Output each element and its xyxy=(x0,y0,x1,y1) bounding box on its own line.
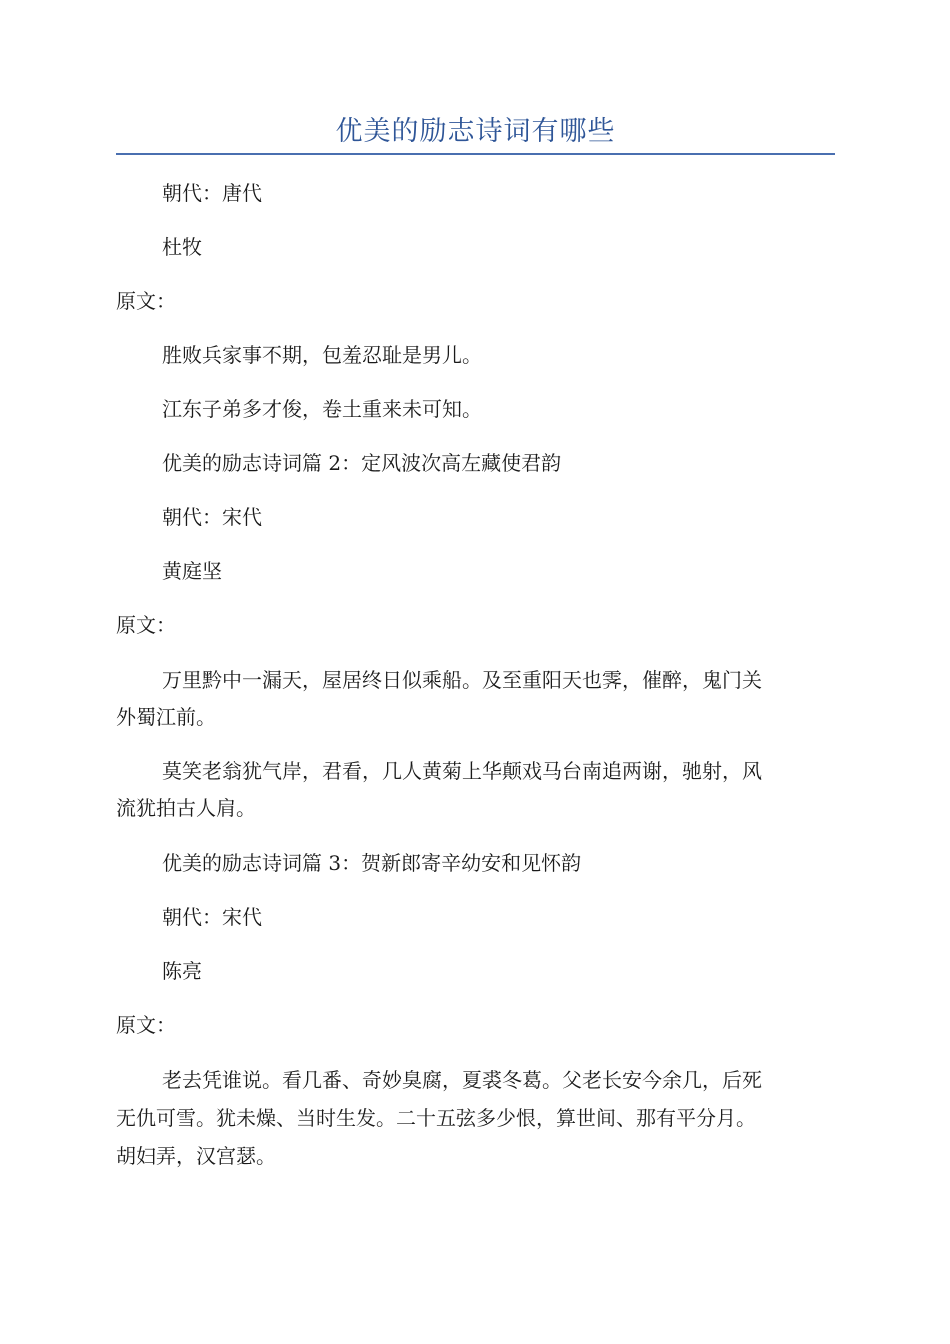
poem-line: 胜败兵家事不期，包羞忍耻是男儿。 xyxy=(162,343,482,367)
dynasty-line: 朝代：唐代 xyxy=(162,181,262,205)
poem-line: 万里黔中一漏天，屋居终日似乘船。及至重阳天也霁，催醉，鬼门关 xyxy=(162,668,762,692)
title-underline xyxy=(116,153,835,155)
poem-line: 老去凭谁说。看几番、奇妙臭腐，夏裘冬葛。父老长安今余几，后死 xyxy=(162,1068,762,1092)
author-line: 杜牧 xyxy=(162,235,202,259)
poem-line: 莫笑老翁犹气岸，君看，几人黄菊上华颠戏马台南追两谢，驰射，风 xyxy=(162,759,762,783)
poem-line-continuation: 无仇可雪。犹未燥、当时生发。二十五弦多少恨，算世间、那有平分月。 xyxy=(116,1106,756,1130)
original-text-label: 原文： xyxy=(116,289,176,313)
poem-line-continuation: 流犹拍古人肩。 xyxy=(116,796,256,820)
dynasty-line: 朝代：宋代 xyxy=(162,905,262,929)
dynasty-line: 朝代：宋代 xyxy=(162,505,262,529)
original-text-label: 原文： xyxy=(116,1013,176,1037)
author-line: 黄庭坚 xyxy=(162,559,222,583)
section-heading: 优美的励志诗词篇 2：定风波次高左藏使君韵 xyxy=(162,451,562,475)
author-line: 陈亮 xyxy=(162,959,202,983)
poem-line-continuation: 胡妇弄，汉宫瑟。 xyxy=(116,1144,276,1168)
document-title: 优美的励志诗词有哪些 xyxy=(335,116,616,147)
original-text-label: 原文： xyxy=(116,613,176,637)
section-heading: 优美的励志诗词篇 3：贺新郎寄辛幼安和见怀韵 xyxy=(162,851,582,875)
poem-line-continuation: 外蜀江前。 xyxy=(116,705,216,729)
poem-line: 江东子弟多才俊，卷土重来未可知。 xyxy=(162,397,482,421)
document-page xyxy=(116,0,835,1344)
